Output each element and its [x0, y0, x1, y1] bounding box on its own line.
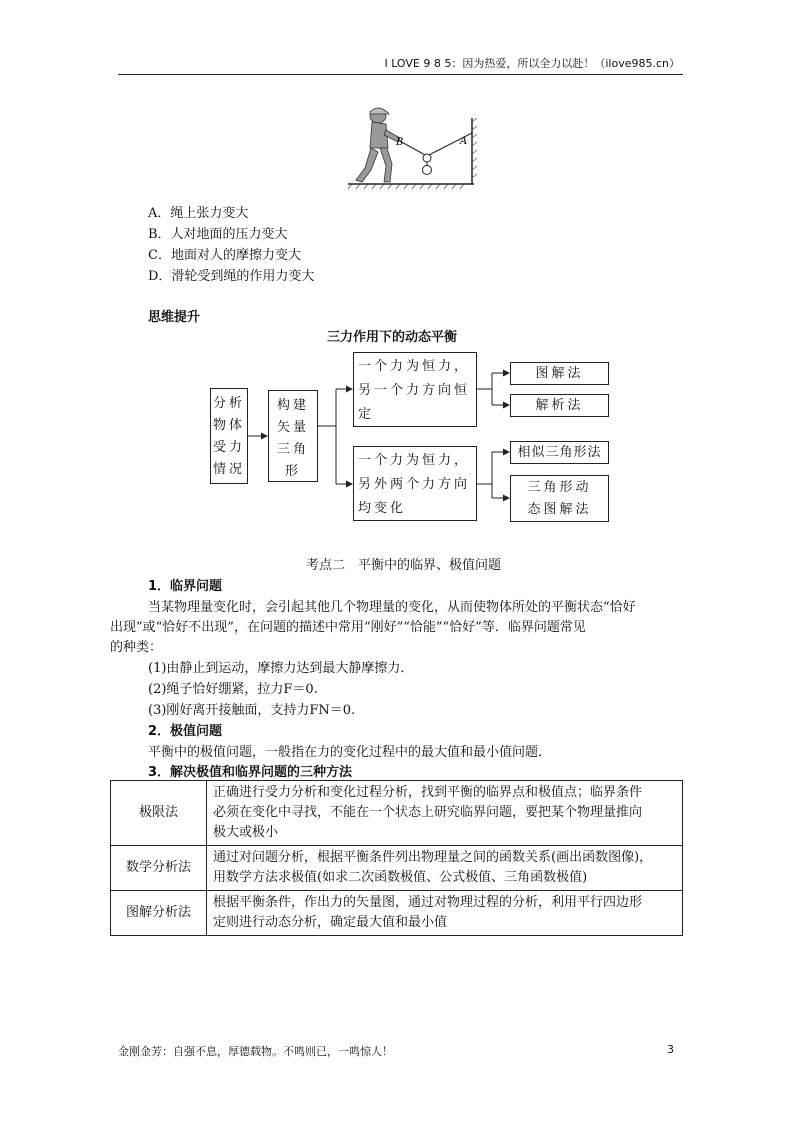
page-number: 3 — [667, 1043, 674, 1056]
extreme-para: 平衡中的极值问题，一般指在力的变化过程中的最大值和最小值问题． — [148, 745, 552, 760]
desc-line: 必须在变化中寻找，不能在一个状态上研究临界问题，要把某个物理量推向 — [213, 805, 643, 820]
box-analyze-forces — [210, 388, 248, 484]
dynamic-line-2: 态图解法 — [527, 502, 592, 517]
desc-line: 定则进行动态分析，确定最大值和最小值 — [213, 915, 448, 930]
methods-heading: 3．解决极值和临界问题的三种方法 — [148, 765, 353, 780]
construct-line-4: 形 — [284, 464, 301, 479]
footer-motto: 金刚金芳：自强不息，厚德载物。不鸣则已，一鸣惊人！ — [118, 1045, 393, 1058]
case1-line-1: 一个力为恒力， — [358, 359, 471, 374]
case2-line-3: 均变化 — [358, 501, 407, 516]
analyze-line-4: 情况 — [212, 462, 245, 477]
thinking-heading: 思维提升 — [148, 310, 201, 325]
desc-line: 根据平衡条件，作出力的矢量图，通过对物理过程的分析，利用平行四边形 — [213, 895, 643, 910]
option-c: C．地面对人的摩擦力变大 — [148, 248, 301, 263]
case1-line-2: 另一个力方向恒 — [358, 383, 471, 398]
point-b-label: B — [396, 137, 404, 148]
desc-line: 通过对问题分析，根据平衡条件列出物理量之间的函数关系(画出函数图像)， — [213, 850, 653, 865]
critical-para-line-1: 当某物理量变化时，会引起其他几个物理量的变化，从而使物体所处的平衡状态“恰好 — [148, 600, 636, 615]
desc-line: 正确进行受力分析和变化过程分析，找到平衡的临界点和极值点；临界条件 — [213, 785, 643, 800]
extreme-heading: 2．极值问题 — [148, 724, 223, 739]
analyze-line-3: 受力 — [212, 440, 245, 455]
critical-para-line-2: 出现”或“恰好不出现”，在问题的描述中常用“刚好”“恰能”“恰好”等．临界问题常见 — [110, 620, 586, 635]
box-similar-triangle-method: 相似三角形法 — [510, 441, 609, 464]
critical-para-line-3: 的种类： — [110, 640, 163, 655]
method-name: 图解分析法 — [111, 891, 207, 936]
page-header: I LOVE 9 8 5：因为热爱，所以全力以赴！（ilove985.cn） — [384, 57, 680, 70]
box-dynamic-triangle-method — [510, 475, 609, 522]
method-desc — [207, 891, 683, 936]
desc-line: 极大或极小 — [213, 825, 279, 840]
analyze-line-1: 分析 — [212, 396, 245, 411]
methods-table — [110, 780, 683, 936]
case1-line-3: 定 — [358, 407, 375, 422]
table-row — [111, 781, 683, 846]
case2-line-2: 另外两个力方向 — [358, 477, 471, 492]
dynamic-line-1: 三角形动 — [527, 480, 592, 495]
table-row — [111, 891, 683, 936]
box-construct-triangle — [268, 390, 318, 482]
diagram-title: 三力作用下的动态平衡 — [327, 330, 458, 345]
option-a: A．绳上张力变大 — [148, 206, 249, 221]
construct-line-2: 矢量 — [276, 420, 309, 435]
desc-line: 用数学方法求极值(如求二次函数极值、公式极值、三角函数极值) — [213, 870, 588, 885]
analyze-line-2: 物体 — [212, 418, 245, 433]
critical-item-1: (1)由静止到运动，摩擦力达到最大静摩擦力． — [148, 661, 414, 676]
method-name: 极限法 — [111, 781, 207, 846]
critical-item-2: (2)绳子恰好绷紧，拉力F＝0. — [148, 682, 318, 697]
box-case-two-varying — [353, 446, 477, 521]
method-desc — [207, 781, 683, 846]
option-b: B．人对地面的压力变大 — [148, 227, 288, 242]
box-graph-method: 图解法 — [510, 362, 609, 385]
construct-line-3: 三角 — [276, 442, 309, 457]
box-analytic-method: 解析法 — [510, 394, 609, 417]
method-desc — [207, 846, 683, 891]
critical-heading: 1．临界问题 — [148, 579, 223, 594]
critical-item-3: (3)刚好离开接触面，支持力FN＝0. — [148, 703, 356, 718]
point-a-label: A — [460, 136, 468, 147]
option-d: D．滑轮受到绳的作用力变大 — [148, 269, 315, 284]
box-case-one-constant — [353, 352, 477, 427]
table-row — [111, 846, 683, 891]
method-name: 数学分析法 — [111, 846, 207, 891]
construct-line-1: 构建 — [276, 398, 309, 413]
section-title: 考点二 平衡中的临界、极值问题 — [306, 558, 502, 573]
case2-line-1: 一个力为恒力， — [358, 453, 471, 468]
